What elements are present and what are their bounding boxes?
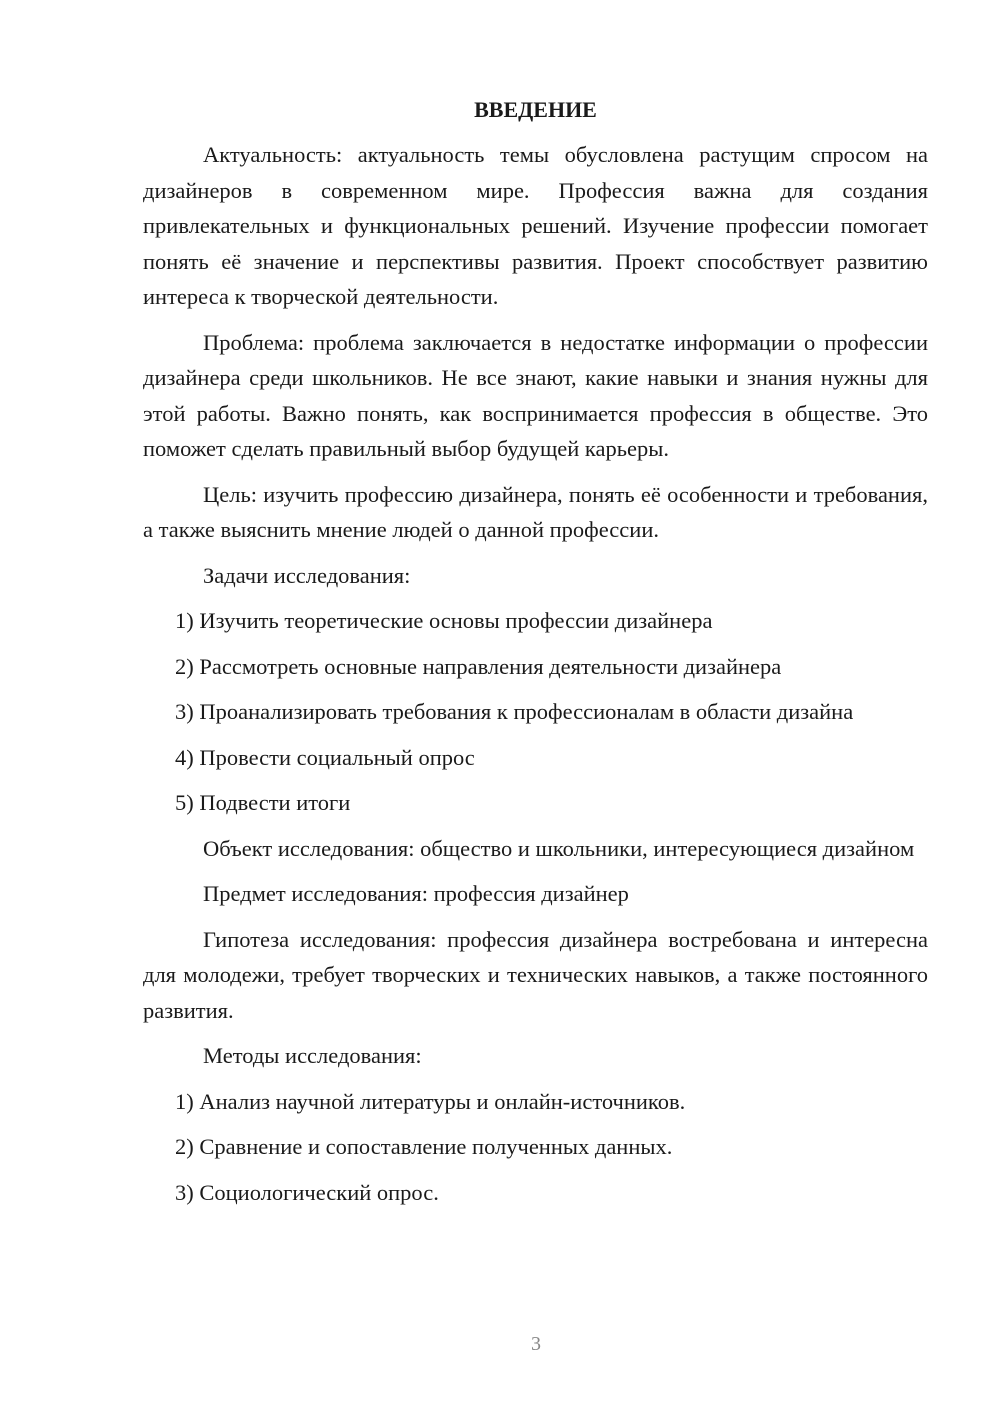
method-item-1: 1) Анализ научной литературы и онлайн-источников. bbox=[175, 1088, 686, 1114]
methods-title: Методы исследования: bbox=[203, 1043, 422, 1068]
object-paragraph: Объект исследования: общество и школьники, интересующиеся дизайном bbox=[203, 835, 915, 861]
method-item-2: 2) Сравнение и сопоставление полученных данных. bbox=[175, 1134, 673, 1159]
subject-paragraph: Предмет исследования: профессия дизайнер bbox=[203, 881, 629, 906]
problem-paragraph: Проблема: проблема заключается в недостатке информации о профессии дизайнера среди школьников. Не все знают, какие навыки и знания нужны для этой работы. Важно понять, как воспринимается профессия в обществе. Это поможет сделать правильный выбор будущей карьеры. bbox=[143, 329, 928, 461]
method-item-3: 3) Социологический опрос. bbox=[175, 1179, 439, 1205]
task-item-1: 1) Изучить теоретические основы профессии дизайнера bbox=[175, 608, 713, 633]
task-item-3: 3) Проанализировать требования к профессионалам в области дизайна bbox=[175, 699, 854, 724]
task-item-2: 2) Рассмотреть основные направления деятельности дизайнера bbox=[175, 653, 782, 679]
tasks-title: Задачи исследования: bbox=[203, 562, 411, 588]
text-area bbox=[143, 95, 928, 1220]
task-item-5: 5) Подвести итоги bbox=[175, 790, 351, 815]
relevance-paragraph: Актуальность: актуальность темы обусловлена растущим спросом на дизайнеров в современном мире. Профессия важна для создания привлекательных и функциональных решений. Изучение профессии помогает понять её значение и перспективы развития. Проект способствует развитию интереса к творческой деятельности. bbox=[143, 142, 928, 309]
goal-paragraph: Цель: изучить профессию дизайнера, понять её особенности и требования, а также выяснить мнение людей о данной профессии. bbox=[143, 481, 928, 542]
task-item-4: 4) Провести социальный опрос bbox=[175, 744, 475, 770]
section-heading: ВВЕДЕНИЕ bbox=[474, 97, 597, 122]
page-number: 3 bbox=[531, 1333, 541, 1355]
hypothesis-paragraph: Гипотеза исследования: профессия дизайнера востребована и интересна для молодежи, требует творческих и технических навыков, а также постоянного развития. bbox=[143, 926, 928, 1023]
